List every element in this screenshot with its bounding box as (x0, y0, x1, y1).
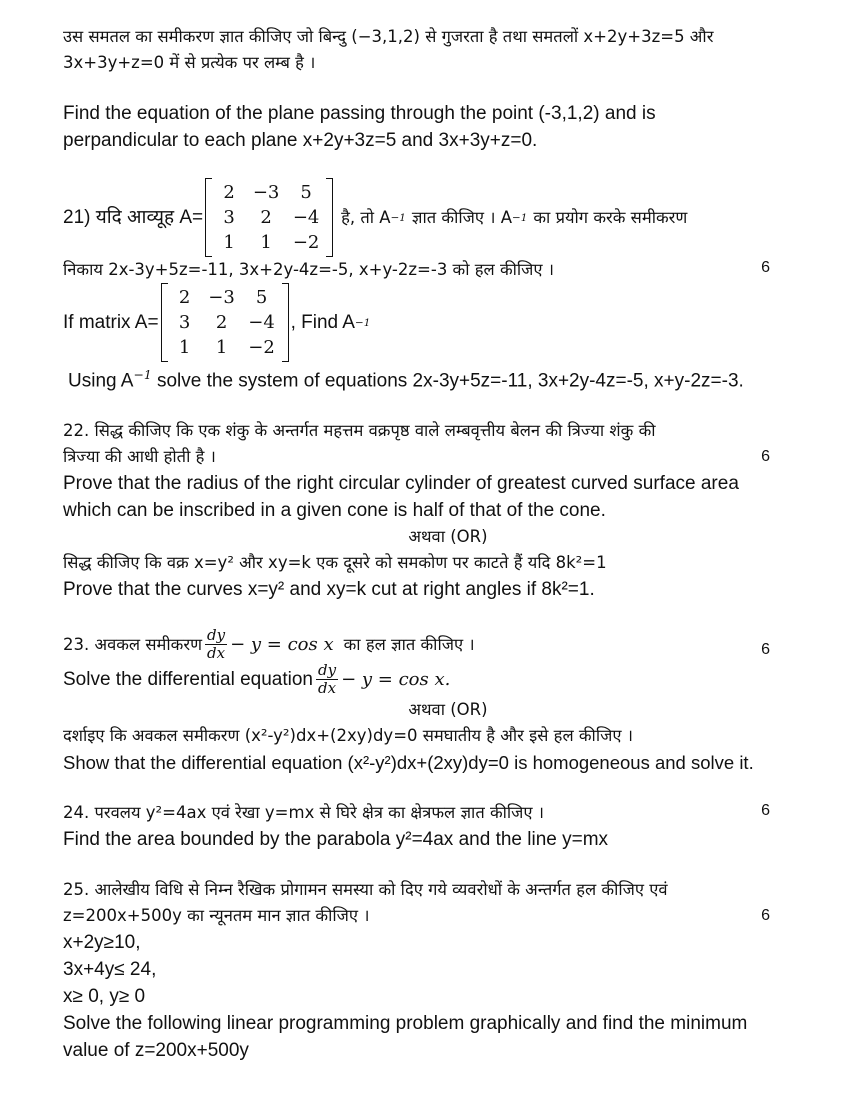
matrix-cell: −4 (248, 312, 275, 333)
q21-english-using (63, 362, 833, 394)
matrix-cell: −2 (248, 337, 275, 358)
q22-hindi-line1: 22. सिद्ध कीजिए कि एक शंकु के अन्तर्गत महत्तम वक्रपृष्ठ वाले लम्बवृत्तीय बेलन की त्रिज्या शंकु की (63, 421, 656, 441)
derivative-fraction (316, 662, 338, 697)
fraction-numerator: dy (207, 626, 226, 645)
matrix-cell: −3 (208, 287, 235, 308)
matrix-cell: 2 (223, 182, 235, 203)
matrix-cell: −4 (292, 207, 320, 228)
q23-equation: − y = cos x (230, 634, 334, 656)
q23-alt-english: Show that the differential equation (x²-y²)dx+(2xy)dy=0 is homogeneous and solve it. (63, 752, 754, 774)
matrix-cell: 1 (223, 232, 235, 253)
q21-english-prefix: If matrix A= (63, 312, 159, 333)
marks-label: 6 (761, 907, 770, 925)
matrix-a-english (161, 283, 289, 362)
fraction-denominator: dx (318, 679, 337, 698)
q25-english-line2: value of z=200x+500y (63, 1040, 249, 1062)
matrix-cell: 3 (223, 207, 235, 228)
fraction-numerator: dy (318, 661, 337, 680)
q21-english-matrix-row (63, 283, 833, 362)
matrix-cell: −2 (292, 232, 320, 253)
or-separator: अथवा (OR) (408, 700, 488, 720)
inverse-sup: −1 (512, 211, 528, 224)
q20-english-line1: Find the equation of the plane passing through the point (-3,1,2) and is (63, 103, 656, 124)
q22-english-line1: Prove that the radius of the right circular cylinder of greatest curved surface area (63, 473, 739, 495)
marks-label: 6 (761, 259, 770, 276)
q23-hindi-prefix: 23. अवकल समीकरण (63, 634, 203, 654)
q22-alt-english: Prove that the curves x=y² and xy=k cut at right angles if 8k²=1. (63, 579, 595, 601)
q22-english-line2: which can be inscribed in a given cone is half of that of the cone. (63, 500, 606, 522)
q20-english-line2: perpandicular to each plane x+2y+3z=5 and 3x+3y+z=0. (63, 130, 538, 151)
matrix-cell: 1 (260, 232, 272, 253)
question-page (63, 24, 833, 1064)
q21-hindi-prefix: 21) यदि आव्यूह A= (63, 207, 204, 228)
q23-alt-hindi: दर्शाइए कि अवकल समीकरण (x²-y²)dx+(2xy)dy=0 समघातीय है और इसे हल कीजिए । (63, 726, 633, 746)
matrix-cell: 1 (215, 337, 228, 358)
q24-english: Find the area bounded by the parabola y²=4ax and the line y=mx (63, 829, 609, 851)
q25-constraint-3: x≥ 0, y≥ 0 (63, 986, 146, 1008)
marks-label: 6 (761, 641, 770, 659)
q21-hindi-suffix: का प्रयोग करके समीकरण (533, 207, 688, 227)
q25-constraint-2: 3x+4y≤ 24, (63, 959, 157, 981)
matrix-cell: −3 (252, 182, 280, 203)
matrix-cell: 5 (255, 287, 268, 308)
q21-hindi-mid: है, तो A (341, 207, 391, 227)
matrix-cell: 3 (178, 312, 191, 333)
q25-constraint-1: x+2y≥10, (63, 932, 141, 954)
q21-english-suffix: , Find A (290, 312, 355, 333)
using-a: Using A (68, 370, 134, 392)
q25-hindi-line1: 25. आलेखीय विधि से निम्न रैखिक प्रोगामन समस्या को दिए गये व्यवरोधों के अन्तर्गत हल कीजिए एवं (63, 880, 668, 900)
q21-hindi-matrix-row (63, 178, 833, 257)
q24-hindi: 24. परवलय y²=4ax एवं रेखा y=mx से घिरे क्षेत्र का क्षेत्रफल ज्ञात कीजिए । (63, 803, 545, 823)
fraction-denominator: dx (207, 644, 226, 663)
matrix-cell: 2 (215, 312, 228, 333)
or-separator: अथवा (OR) (408, 527, 488, 547)
matrix-cell: 1 (178, 337, 191, 358)
matrix-a (205, 178, 333, 257)
q23-hindi-row (63, 627, 833, 662)
q20-hindi-line2: 3x+3y+z=0 में से प्रत्येक पर लम्ब है । (63, 53, 316, 72)
q25-english-line1: Solve the following linear programming problem graphically and find the minimum (63, 1013, 748, 1035)
q20-hindi-line1: उस समतल का समीकरण ज्ञात कीजिए जो बिन्दु (−3,1,2) से गुजरता है तथा समतलों x+2y+3z=5 और (63, 27, 714, 46)
q23-english-equation: − y = cos x. (341, 669, 451, 691)
q23-english-prefix: Solve the differential equation (63, 669, 313, 691)
q25-hindi-line2: z=200x+500y का न्यूनतम मान ज्ञात कीजिए । (63, 906, 370, 926)
matrix-cell: 2 (260, 207, 272, 228)
inverse-sup: −1 (354, 316, 371, 329)
q21-hindi-mid2: ज्ञात कीजिए । A (411, 207, 513, 227)
q23-english-row (63, 662, 833, 697)
q23-hindi-suffix: का हल ज्ञात कीजिए । (343, 634, 475, 654)
marks-label: 6 (761, 802, 770, 820)
inverse-sup: −1 (390, 211, 406, 224)
using-rest: solve the system of equations 2x-3y+5z=-11, 3x+2y-4z=-5, x+y-2z=-3. (156, 370, 744, 392)
derivative-fraction (205, 627, 227, 662)
matrix-cell: 5 (300, 182, 312, 203)
q22-hindi-line2: त्रिज्या की आधी होती है । (63, 447, 216, 467)
matrix-cell: 2 (178, 287, 191, 308)
inverse-sup: −1 (133, 368, 152, 382)
marks-label: 6 (761, 448, 770, 466)
q22-alt-hindi: सिद्ध कीजिए कि वक्र x=y² और xy=k एक दूसरे को समकोण पर काटते हैं यदि 8k²=1 (63, 553, 607, 573)
q21-hindi-line2: निकाय 2x-3y+5z=-11, 3x+2y-4z=-5, x+y-2z=-3 को हल कीजिए । (63, 260, 555, 279)
